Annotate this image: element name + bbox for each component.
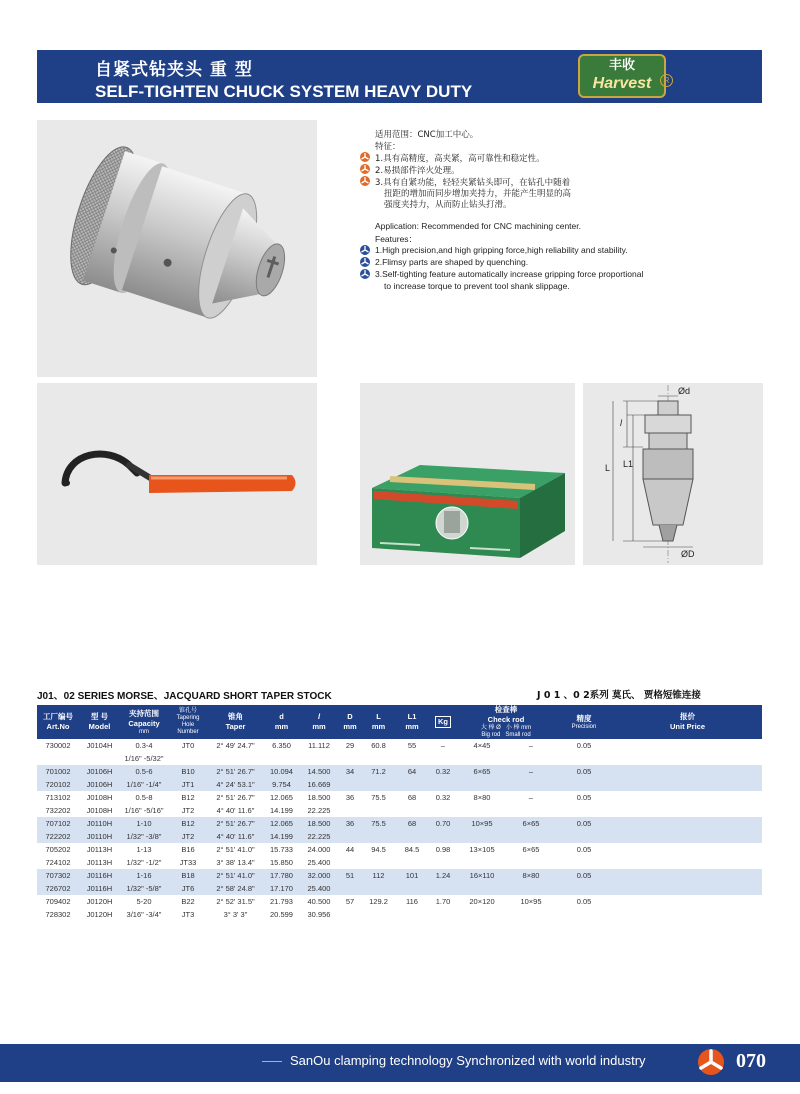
table-cell-prec: 0.05 bbox=[555, 843, 613, 856]
col-art: 工厂编号 Art.No bbox=[37, 705, 79, 739]
table-cell-L1: 116 bbox=[395, 895, 429, 908]
table-cell-hole: B12 bbox=[168, 817, 208, 830]
table-cell-L: 75.5 bbox=[362, 791, 395, 804]
table-cell-model: J0106H bbox=[79, 778, 120, 791]
spec-table bbox=[37, 705, 762, 921]
table-cell-cap: 1-10 bbox=[120, 817, 168, 830]
table-row bbox=[37, 778, 762, 791]
diagram-l-label: l bbox=[620, 418, 622, 428]
table-cell-L1 bbox=[395, 908, 429, 921]
feature-cn-2 bbox=[375, 164, 460, 176]
feature-en-3-text: 3.Self-tighting feature automatically increase gripping force proportional bbox=[375, 269, 644, 279]
table-cell-D: 57 bbox=[338, 895, 362, 908]
table-cell-L: 75.5 bbox=[362, 817, 395, 830]
table-cell-l: 11.112 bbox=[300, 739, 338, 752]
table-cell-big bbox=[457, 882, 507, 895]
table-cell-art: 720102 bbox=[37, 778, 79, 791]
wrench-photo bbox=[37, 383, 317, 565]
table-row bbox=[37, 882, 762, 895]
table-row bbox=[37, 804, 762, 817]
table-cell-art: 707302 bbox=[37, 869, 79, 882]
table-cell-D bbox=[338, 804, 362, 817]
application-en: Application: Recommended for CNC machining center. bbox=[375, 221, 581, 231]
table-cell-prec: 0.05 bbox=[555, 791, 613, 804]
table-row bbox=[37, 830, 762, 843]
col-hole: 锥孔号 Tapering Hole Number bbox=[168, 705, 208, 739]
table-cell-L bbox=[362, 778, 395, 791]
table-cell-l: 16.669 bbox=[300, 778, 338, 791]
harvest-bullet-icon bbox=[360, 257, 370, 267]
table-cell-hole: JT2 bbox=[168, 804, 208, 817]
table-cell-d: 14.199 bbox=[263, 830, 300, 843]
col-check-rod: 检查棒 Check rod 大 棒 Ø 小 棒 mm Big rod Small rod bbox=[457, 705, 555, 739]
table-cell-art: 726702 bbox=[37, 882, 79, 895]
table-cell-D: 36 bbox=[338, 791, 362, 804]
table-cell-small: – bbox=[507, 765, 555, 778]
harvest-bullet-icon bbox=[360, 269, 370, 279]
table-cell-d: 17.170 bbox=[263, 882, 300, 895]
col-d: d mm bbox=[263, 705, 300, 739]
table-cell-big: 20×120 bbox=[457, 895, 507, 908]
table-cell-L1: 55 bbox=[395, 739, 429, 752]
table-cell-d: 15.850 bbox=[263, 856, 300, 869]
table-cell-hole: B10 bbox=[168, 765, 208, 778]
table-cell-price bbox=[613, 895, 762, 908]
col-l: l mm bbox=[300, 705, 338, 739]
col-capacity: 夹持范围 Capacity mm bbox=[120, 705, 168, 739]
table-cell-L1 bbox=[395, 804, 429, 817]
table-cell-cap: 0.3-4 bbox=[120, 739, 168, 752]
col-precision: 精度 Precision bbox=[555, 705, 613, 739]
table-cell-L1 bbox=[395, 882, 429, 895]
table-cell-D bbox=[338, 908, 362, 921]
table-cell-art bbox=[37, 752, 79, 765]
table-cell-D bbox=[338, 830, 362, 843]
table-cell-l: 22.225 bbox=[300, 804, 338, 817]
table-cell-d: 17.780 bbox=[263, 869, 300, 882]
packaging-photo bbox=[360, 383, 575, 565]
table-cell-model: J0104H bbox=[79, 739, 120, 752]
table-cell-model bbox=[79, 752, 120, 765]
table-row bbox=[37, 908, 762, 921]
table-cell-d: 14.199 bbox=[263, 804, 300, 817]
table-cell-L1: 68 bbox=[395, 791, 429, 804]
feature-cn-3b: 扭距的增加而同步增加夹持力，并能产生明显的高 bbox=[384, 189, 572, 199]
table-cell-L1: 68 bbox=[395, 817, 429, 830]
col-kg bbox=[429, 705, 457, 739]
table-cell-d: 9.754 bbox=[263, 778, 300, 791]
table-cell-d: 6.350 bbox=[263, 739, 300, 752]
table-cell-D bbox=[338, 752, 362, 765]
table-cell-big: 8×80 bbox=[457, 791, 507, 804]
table-cell-big: 10×95 bbox=[457, 817, 507, 830]
table-cell-d: 12.065 bbox=[263, 791, 300, 804]
table-cell-kg: – bbox=[429, 739, 457, 752]
table-cell-prec: 0.05 bbox=[555, 817, 613, 830]
table-row bbox=[37, 765, 762, 778]
table-cell-taper: 2° 51' 41.0" bbox=[208, 843, 263, 856]
table-cell-price bbox=[613, 817, 762, 830]
table-cell-L: 71.2 bbox=[362, 765, 395, 778]
feature-cn-3-text: 3.具有自紧功能，轻轻夹紧钻头即可，在钻孔中随着 bbox=[375, 178, 571, 188]
table-cell-big bbox=[457, 856, 507, 869]
table-cell-taper: 2° 58' 24.8" bbox=[208, 882, 263, 895]
table-cell-big: 16×110 bbox=[457, 869, 507, 882]
table-cell-L1 bbox=[395, 856, 429, 869]
diagram-L-label: L bbox=[605, 463, 611, 473]
table-cell-cap: 1/32" -3/8" bbox=[120, 830, 168, 843]
table-cell-L bbox=[362, 856, 395, 869]
table-cell-L: 60.8 bbox=[362, 739, 395, 752]
table-cell-taper: 2° 51' 41.0" bbox=[208, 869, 263, 882]
table-cell-taper: 2° 52' 31.5" bbox=[208, 895, 263, 908]
table-cell-hole: JT3 bbox=[168, 908, 208, 921]
table-cell-price bbox=[613, 830, 762, 843]
diagram-d-label: Ød bbox=[678, 386, 691, 396]
table-cell-art: 701002 bbox=[37, 765, 79, 778]
logo-cn: 丰收 bbox=[608, 58, 635, 73]
table-cell-prec bbox=[555, 908, 613, 921]
registered-mark: R bbox=[660, 74, 673, 87]
diagram-D-label: ØD bbox=[681, 549, 695, 559]
page-number: 070 bbox=[736, 1050, 766, 1072]
table-cell-kg bbox=[429, 752, 457, 765]
table-cell-prec: 0.05 bbox=[555, 765, 613, 778]
table-cell-taper: 2° 51' 26.7" bbox=[208, 765, 263, 778]
table-cell-cap: 5-20 bbox=[120, 895, 168, 908]
harvest-bullet-icon bbox=[360, 164, 370, 174]
logo-en: Harvest bbox=[592, 75, 652, 92]
table-cell-L bbox=[362, 908, 395, 921]
table-title-en: J01、02 SERIES MORSE、JACQUARD SHORT TAPER STOCK bbox=[37, 691, 332, 702]
table-cell-model: J0106H bbox=[79, 765, 120, 778]
table-cell-hole bbox=[168, 752, 208, 765]
table-cell-cap: 0.5-6 bbox=[120, 765, 168, 778]
table-cell-small: 6×65 bbox=[507, 843, 555, 856]
table-cell-model: J0110H bbox=[79, 830, 120, 843]
table-cell-D: 34 bbox=[338, 765, 362, 778]
table-row bbox=[37, 843, 762, 856]
table-cell-small: 8×80 bbox=[507, 869, 555, 882]
table-cell-D bbox=[338, 856, 362, 869]
table-cell-price bbox=[613, 908, 762, 921]
table-cell-big bbox=[457, 908, 507, 921]
table-cell-kg: 1.70 bbox=[429, 895, 457, 908]
weight-icon: Kg bbox=[435, 716, 451, 728]
table-cell-d bbox=[263, 752, 300, 765]
feature-cn-1 bbox=[375, 152, 545, 164]
table-cell-l: 18.500 bbox=[300, 817, 338, 830]
table-cell-l: 18.500 bbox=[300, 791, 338, 804]
table-cell-hole: JT33 bbox=[168, 856, 208, 869]
table-cell-art: 724102 bbox=[37, 856, 79, 869]
col-D: D mm bbox=[338, 705, 362, 739]
diagram-L1-label: L1 bbox=[623, 459, 634, 469]
title-cn: 自紧式钻夹头 重 型 bbox=[95, 60, 253, 80]
table-cell-kg: 1.24 bbox=[429, 869, 457, 882]
table-cell-L1 bbox=[395, 752, 429, 765]
table-cell-d: 15.733 bbox=[263, 843, 300, 856]
table-cell-kg: 0.32 bbox=[429, 791, 457, 804]
table-cell-big: 13×105 bbox=[457, 843, 507, 856]
table-cell-D bbox=[338, 778, 362, 791]
harvest-bullet-icon bbox=[360, 176, 370, 186]
table-cell-model: J0113H bbox=[79, 843, 120, 856]
table-cell-taper: 2° 51' 26.7" bbox=[208, 817, 263, 830]
footer-slogan: SanOu clamping technology Synchronized with world industry bbox=[290, 1053, 646, 1068]
table-body bbox=[37, 739, 762, 921]
table-cell-small: – bbox=[507, 739, 555, 752]
table-cell-art: 705202 bbox=[37, 843, 79, 856]
table-cell-kg: 0.70 bbox=[429, 817, 457, 830]
table-cell-l: 40.500 bbox=[300, 895, 338, 908]
table-cell-big bbox=[457, 804, 507, 817]
table-cell-prec: 0.05 bbox=[555, 739, 613, 752]
table-cell-kg bbox=[429, 830, 457, 843]
table-cell-l: 25.400 bbox=[300, 856, 338, 869]
table-cell-L1: 101 bbox=[395, 869, 429, 882]
table-row bbox=[37, 869, 762, 882]
table-cell-l bbox=[300, 752, 338, 765]
table-cell-big bbox=[457, 752, 507, 765]
table-cell-prec: 0.05 bbox=[555, 869, 613, 882]
table-cell-L: 94.5 bbox=[362, 843, 395, 856]
scope-cn: 适用范围：CNC加工中心。 bbox=[375, 130, 479, 140]
table-cell-small bbox=[507, 804, 555, 817]
table-cell-model: J0108H bbox=[79, 804, 120, 817]
table-cell-price bbox=[613, 765, 762, 778]
table-cell-prec: 0.05 bbox=[555, 895, 613, 908]
table-cell-price bbox=[613, 843, 762, 856]
table-cell-L1: 84.5 bbox=[395, 843, 429, 856]
table-cell-small bbox=[507, 856, 555, 869]
table-cell-L1 bbox=[395, 830, 429, 843]
feature-en-2-text: 2.Flimsy parts are shaped by quenching. bbox=[375, 257, 529, 267]
feature-cn-3c: 强度夹持力，从而防止钻头打滑。 bbox=[384, 200, 512, 210]
table-cell-cap: 1-13 bbox=[120, 843, 168, 856]
table-cell-kg bbox=[429, 856, 457, 869]
table-cell-cap: 1/16" -5/32" bbox=[120, 752, 168, 765]
table-cell-D: 29 bbox=[338, 739, 362, 752]
feature-en-3b: to increase torque to prevent tool shank slippage. bbox=[384, 281, 570, 291]
col-taper: 锥角 Taper bbox=[208, 705, 263, 739]
table-cell-model: J0120H bbox=[79, 908, 120, 921]
table-cell-taper: 3° 3' 3" bbox=[208, 908, 263, 921]
table-row bbox=[37, 817, 762, 830]
col-price: 报价 Unit Price bbox=[613, 705, 762, 739]
table-cell-kg bbox=[429, 882, 457, 895]
table-cell-kg: 0.32 bbox=[429, 765, 457, 778]
table-row bbox=[37, 856, 762, 869]
table-cell-model: J0116H bbox=[79, 869, 120, 882]
table-cell-taper: 3° 38' 13.4" bbox=[208, 856, 263, 869]
table-header-row bbox=[37, 705, 762, 739]
table-cell-L bbox=[362, 882, 395, 895]
table-cell-model: J0113H bbox=[79, 856, 120, 869]
table-cell-prec bbox=[555, 752, 613, 765]
table-cell-small: 10×95 bbox=[507, 895, 555, 908]
table-cell-l: 30.956 bbox=[300, 908, 338, 921]
harvest-bullet-icon bbox=[360, 245, 370, 255]
table-cell-small bbox=[507, 830, 555, 843]
table-cell-model: J0110H bbox=[79, 817, 120, 830]
table-cell-cap: 1-16 bbox=[120, 869, 168, 882]
table-cell-l: 22.225 bbox=[300, 830, 338, 843]
col-L1: L1 mm bbox=[395, 705, 429, 739]
table-cell-model: J0116H bbox=[79, 882, 120, 895]
table-cell-d: 21.793 bbox=[263, 895, 300, 908]
features-label-cn: 特征： bbox=[375, 142, 401, 152]
table-cell-small bbox=[507, 778, 555, 791]
table-cell-art: 709402 bbox=[37, 895, 79, 908]
table-cell-l: 14.500 bbox=[300, 765, 338, 778]
table-cell-hole: B22 bbox=[168, 895, 208, 908]
table-cell-L: 129.2 bbox=[362, 895, 395, 908]
table-cell-art: 707102 bbox=[37, 817, 79, 830]
table-cell-small: 6×65 bbox=[507, 817, 555, 830]
table-cell-cap: 1/32" -5/8" bbox=[120, 882, 168, 895]
features-label-en: Features： bbox=[375, 234, 418, 244]
table-cell-l: 32.000 bbox=[300, 869, 338, 882]
table-cell-cap: 3/16" -3/4" bbox=[120, 908, 168, 921]
table-cell-D: 36 bbox=[338, 817, 362, 830]
table-cell-taper: 4° 24' 53.1" bbox=[208, 778, 263, 791]
table-cell-big: 6×65 bbox=[457, 765, 507, 778]
table-cell-cap: 1/32" -1/2" bbox=[120, 856, 168, 869]
table-cell-hole: B16 bbox=[168, 843, 208, 856]
table-cell-big bbox=[457, 778, 507, 791]
table-cell-kg: 0.98 bbox=[429, 843, 457, 856]
table-cell-big bbox=[457, 830, 507, 843]
table-cell-price bbox=[613, 778, 762, 791]
table-cell-d: 10.094 bbox=[263, 765, 300, 778]
table-cell-L bbox=[362, 752, 395, 765]
table-cell-price bbox=[613, 856, 762, 869]
table-cell-art: 728302 bbox=[37, 908, 79, 921]
table-cell-hole: JT1 bbox=[168, 778, 208, 791]
table-cell-D bbox=[338, 882, 362, 895]
table-cell-d: 12.065 bbox=[263, 817, 300, 830]
table-cell-kg bbox=[429, 908, 457, 921]
table-row bbox=[37, 895, 762, 908]
feature-en-1 bbox=[375, 245, 628, 255]
table-cell-small: – bbox=[507, 791, 555, 804]
table-cell-model: J0108H bbox=[79, 791, 120, 804]
table-cell-model: J0120H bbox=[79, 895, 120, 908]
table-cell-hole: JT6 bbox=[168, 882, 208, 895]
feature-cn-2-text: 2.易损部件淬火处理。 bbox=[375, 166, 460, 176]
col-model: 型 号 Model bbox=[79, 705, 120, 739]
table-cell-d: 20.599 bbox=[263, 908, 300, 921]
feature-en-3 bbox=[375, 269, 643, 279]
table-cell-kg bbox=[429, 778, 457, 791]
harvest-emblem-icon bbox=[697, 1048, 725, 1076]
table-cell-L bbox=[362, 830, 395, 843]
table-cell-cap: 1/16" -1/4" bbox=[120, 778, 168, 791]
table-cell-prec bbox=[555, 830, 613, 843]
table-cell-L: 112 bbox=[362, 869, 395, 882]
table-cell-cap: 0.5-8 bbox=[120, 791, 168, 804]
table-cell-big: 4×45 bbox=[457, 739, 507, 752]
table-cell-price bbox=[613, 882, 762, 895]
chuck-photo bbox=[37, 120, 317, 377]
feature-cn-1-text: 1.具有高精度，高夹紧，高可靠性和稳定性。 bbox=[375, 154, 545, 164]
table-cell-l: 24.000 bbox=[300, 843, 338, 856]
table-cell-taper: 2° 49' 24.7" bbox=[208, 739, 263, 752]
table-cell-price bbox=[613, 791, 762, 804]
table-cell-prec bbox=[555, 882, 613, 895]
table-cell-taper: 4° 40' 11.6" bbox=[208, 830, 263, 843]
table-cell-price bbox=[613, 739, 762, 752]
table-cell-art: 713102 bbox=[37, 791, 79, 804]
table-cell-small bbox=[507, 752, 555, 765]
title-en: SELF-TIGHTEN CHUCK SYSTEM HEAVY DUTY bbox=[95, 82, 473, 101]
table-cell-L1 bbox=[395, 778, 429, 791]
table-cell-taper: 2° 51' 26.7" bbox=[208, 791, 263, 804]
table-cell-prec bbox=[555, 804, 613, 817]
harvest-logo bbox=[578, 54, 666, 98]
table-cell-L1: 64 bbox=[395, 765, 429, 778]
table-cell-taper: 4° 40' 11.6" bbox=[208, 804, 263, 817]
table-cell-prec bbox=[555, 856, 613, 869]
table-cell-hole: JT2 bbox=[168, 830, 208, 843]
feature-en-1-text: 1.High precision,and high gripping force,high reliability and stability. bbox=[375, 245, 628, 255]
table-row bbox=[37, 791, 762, 804]
feature-en-2 bbox=[375, 257, 528, 267]
table-cell-price bbox=[613, 869, 762, 882]
table-cell-hole: B12 bbox=[168, 791, 208, 804]
footer-rule bbox=[262, 1061, 282, 1062]
table-cell-kg bbox=[429, 804, 457, 817]
table-cell-taper bbox=[208, 752, 263, 765]
table-cell-D: 44 bbox=[338, 843, 362, 856]
table-cell-prec bbox=[555, 778, 613, 791]
table-cell-l: 25.400 bbox=[300, 882, 338, 895]
table-cell-small bbox=[507, 908, 555, 921]
table-cell-art: 730002 bbox=[37, 739, 79, 752]
table-title-cn: J 0 1 、0 2系列 莫氏、 贾格短锥连接 bbox=[537, 690, 701, 701]
table-cell-hole: B18 bbox=[168, 869, 208, 882]
col-L: L mm bbox=[362, 705, 395, 739]
table-cell-cap: 1/16" -5/16" bbox=[120, 804, 168, 817]
table-row bbox=[37, 739, 762, 752]
table-cell-price bbox=[613, 804, 762, 817]
table-cell-small bbox=[507, 882, 555, 895]
table-cell-art: 722202 bbox=[37, 830, 79, 843]
table-cell-price bbox=[613, 752, 762, 765]
table-cell-hole: JT0 bbox=[168, 739, 208, 752]
table-cell-L bbox=[362, 804, 395, 817]
table-cell-art: 732202 bbox=[37, 804, 79, 817]
table-row bbox=[37, 752, 762, 765]
table-cell-D: 51 bbox=[338, 869, 362, 882]
harvest-bullet-icon bbox=[360, 152, 370, 162]
dimension-diagram bbox=[583, 383, 763, 565]
